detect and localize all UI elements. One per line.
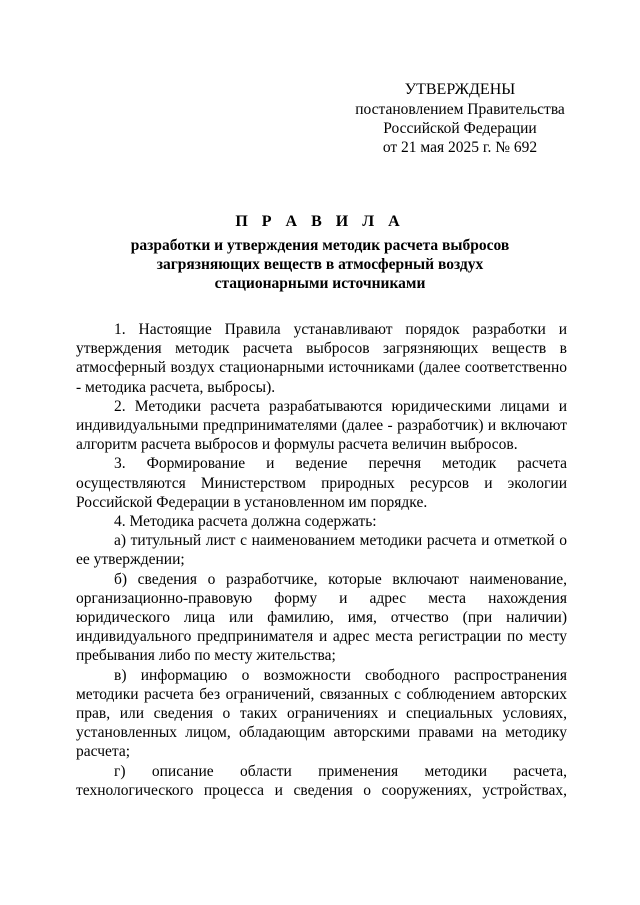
paragraph-1: 1. Настоящие Правила устанавливают порядок разработки и утверждения методик расчета выбросов загрязняющих веществ в атмосферный воздух стационарными источниками (далее соответственно - методика расчета, выбросы). — [76, 321, 567, 396]
approval-block — [340, 80, 580, 157]
title-block — [75, 212, 565, 293]
approval-line-3: от 21 мая 2025 г. № 692 — [382, 139, 538, 156]
paragraph-3: 3. Формирование и ведение перечня методик расчета осуществляются Министерством природных ресурсов и экологии Российской Федерации в установленном им порядке. — [76, 455, 567, 511]
paragraph-4d: г) описание области применения методики расчета, технологического процесса и сведения о сооружениях, устройствах, — [76, 762, 567, 799]
document-title: разработки и утверждения методик расчета выбросов загрязняющих веществ в атмосферный воздух стационарными источниками — [130, 237, 510, 292]
paragraph-4a: а) титульный лист с наименованием методики расчета и отметкой о ее утверждении; — [76, 532, 567, 569]
document-kind: П Р А В И Л А — [235, 213, 405, 230]
approval-line-1: постановлением Правительства — [355, 101, 565, 118]
approval-heading: УТВЕРЖДЕНЫ — [404, 81, 516, 98]
paragraph-2: 2. Методики расчета разрабатываются юридическими лицами и индивидуальными предпринимателями (далее - разработчик) и включают алгоритм расчета выбросов и формулы расчета величин выбросов. — [76, 397, 567, 454]
approval-line-2: Российской Федерации — [383, 120, 537, 137]
paragraph-4b: б) сведения о разработчике, которые включают наименование, организационно-правовую форму и адрес места нахождения юридического лица или фамилию, имя, отчество (при наличии) индивидуального предпринимателя и адрес места регистрации по месту пребывания либо по месту жительства; — [76, 570, 567, 665]
paragraph-4c: в) информацию о возможности свободного распространения методики расчета без ограничений, связанных с соблюдением авторских прав, или сведения о таких ограничениях и специальных условиях, установленных лицом, обладающим авторскими правами на методику расчета; — [76, 666, 567, 761]
paragraph-4: 4. Методика расчета должна содержать: — [114, 513, 377, 531]
body-text — [76, 320, 567, 800]
